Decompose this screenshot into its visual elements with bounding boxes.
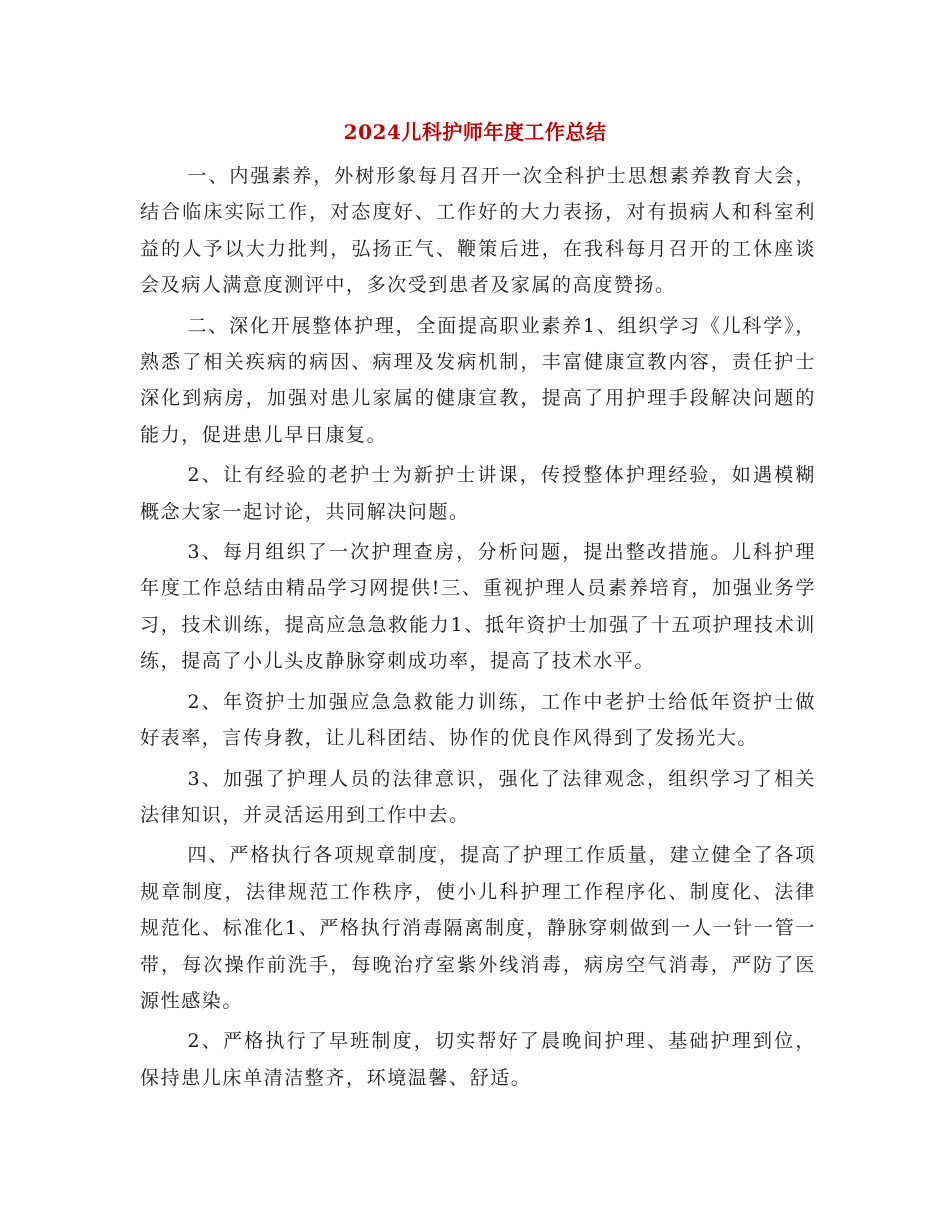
paragraph-6: 3、加强了护理人员的法律意识，强化了法律观念，组织学习了相关法律知识，并灵活运用到工作中去。 [140,767,816,826]
document-body [140,158,816,1100]
paragraph-4: 3、每月组织了一次护理查房，分析问题，提出整改措施。儿科护理年度工作总结由精品学习网提供!三、重视护理人员素养培育，加强业务学习，技术训练，提高应急急救能力1、抵年资护士加强了十五项护理技术训练，提高了小儿头皮静脉穿刺成功率，提高了技术水平。 [140,541,816,673]
paragraph-3: 2、让有经验的老护士为新护士讲课，传授整体护理经验，如遇模糊概念大家一起讨论，共同解决问题。 [140,464,816,523]
paragraph-7: 四、严格执行各项规章制度，提高了护理工作质量，建立健全了各项规章制度，法律规范工作秩序，使小儿科护理工作程序化、制度化、法律规范化、标准化1、严格执行消毒隔离制度，静脉穿刺做到一人一针一管一带，每次操作前洗手，每晚治疗室紫外线消毒，病房空气消毒，严防了医源性感染。 [140,844,816,1012]
paragraph-8: 2、严格执行了早班制度，切实帮好了晨晚间护理、基础护理到位，保持患儿床单清洁整齐，环境温馨、舒适。 [140,1030,816,1089]
document-title: 2024儿科护师年度工作总结 [343,120,607,144]
paragraph-5: 2、年资护士加强应急急救能力训练，工作中老护士给低年资护士做好表率，言传身教，让儿科团结、协作的优良作风得到了发扬光大。 [140,690,816,750]
paragraph-1: 一、内强素养，外树形象每月召开一次全科护士思想素养教育大会，结合临床实际工作，对态度好、工作好的大力表扬，对有损病人和科室利益的人予以大力批判，弘扬正气、鞭策后进，在我科每月召开的工休座谈会及病人满意度测评中，多次受到患者及家属的高度赞扬。 [140,165,816,297]
paragraph-2: 二、深化开展整体护理，全面提高职业素养1、组织学习《儿科学》，熟悉了相关疾病的病因、病理及发病机制，丰富健康宣教内容，责任护士深化到病房，加强对患儿家属的健康宣教，提高了用护理手段解决问题的能力，促进患儿早日康复。 [140,314,816,446]
